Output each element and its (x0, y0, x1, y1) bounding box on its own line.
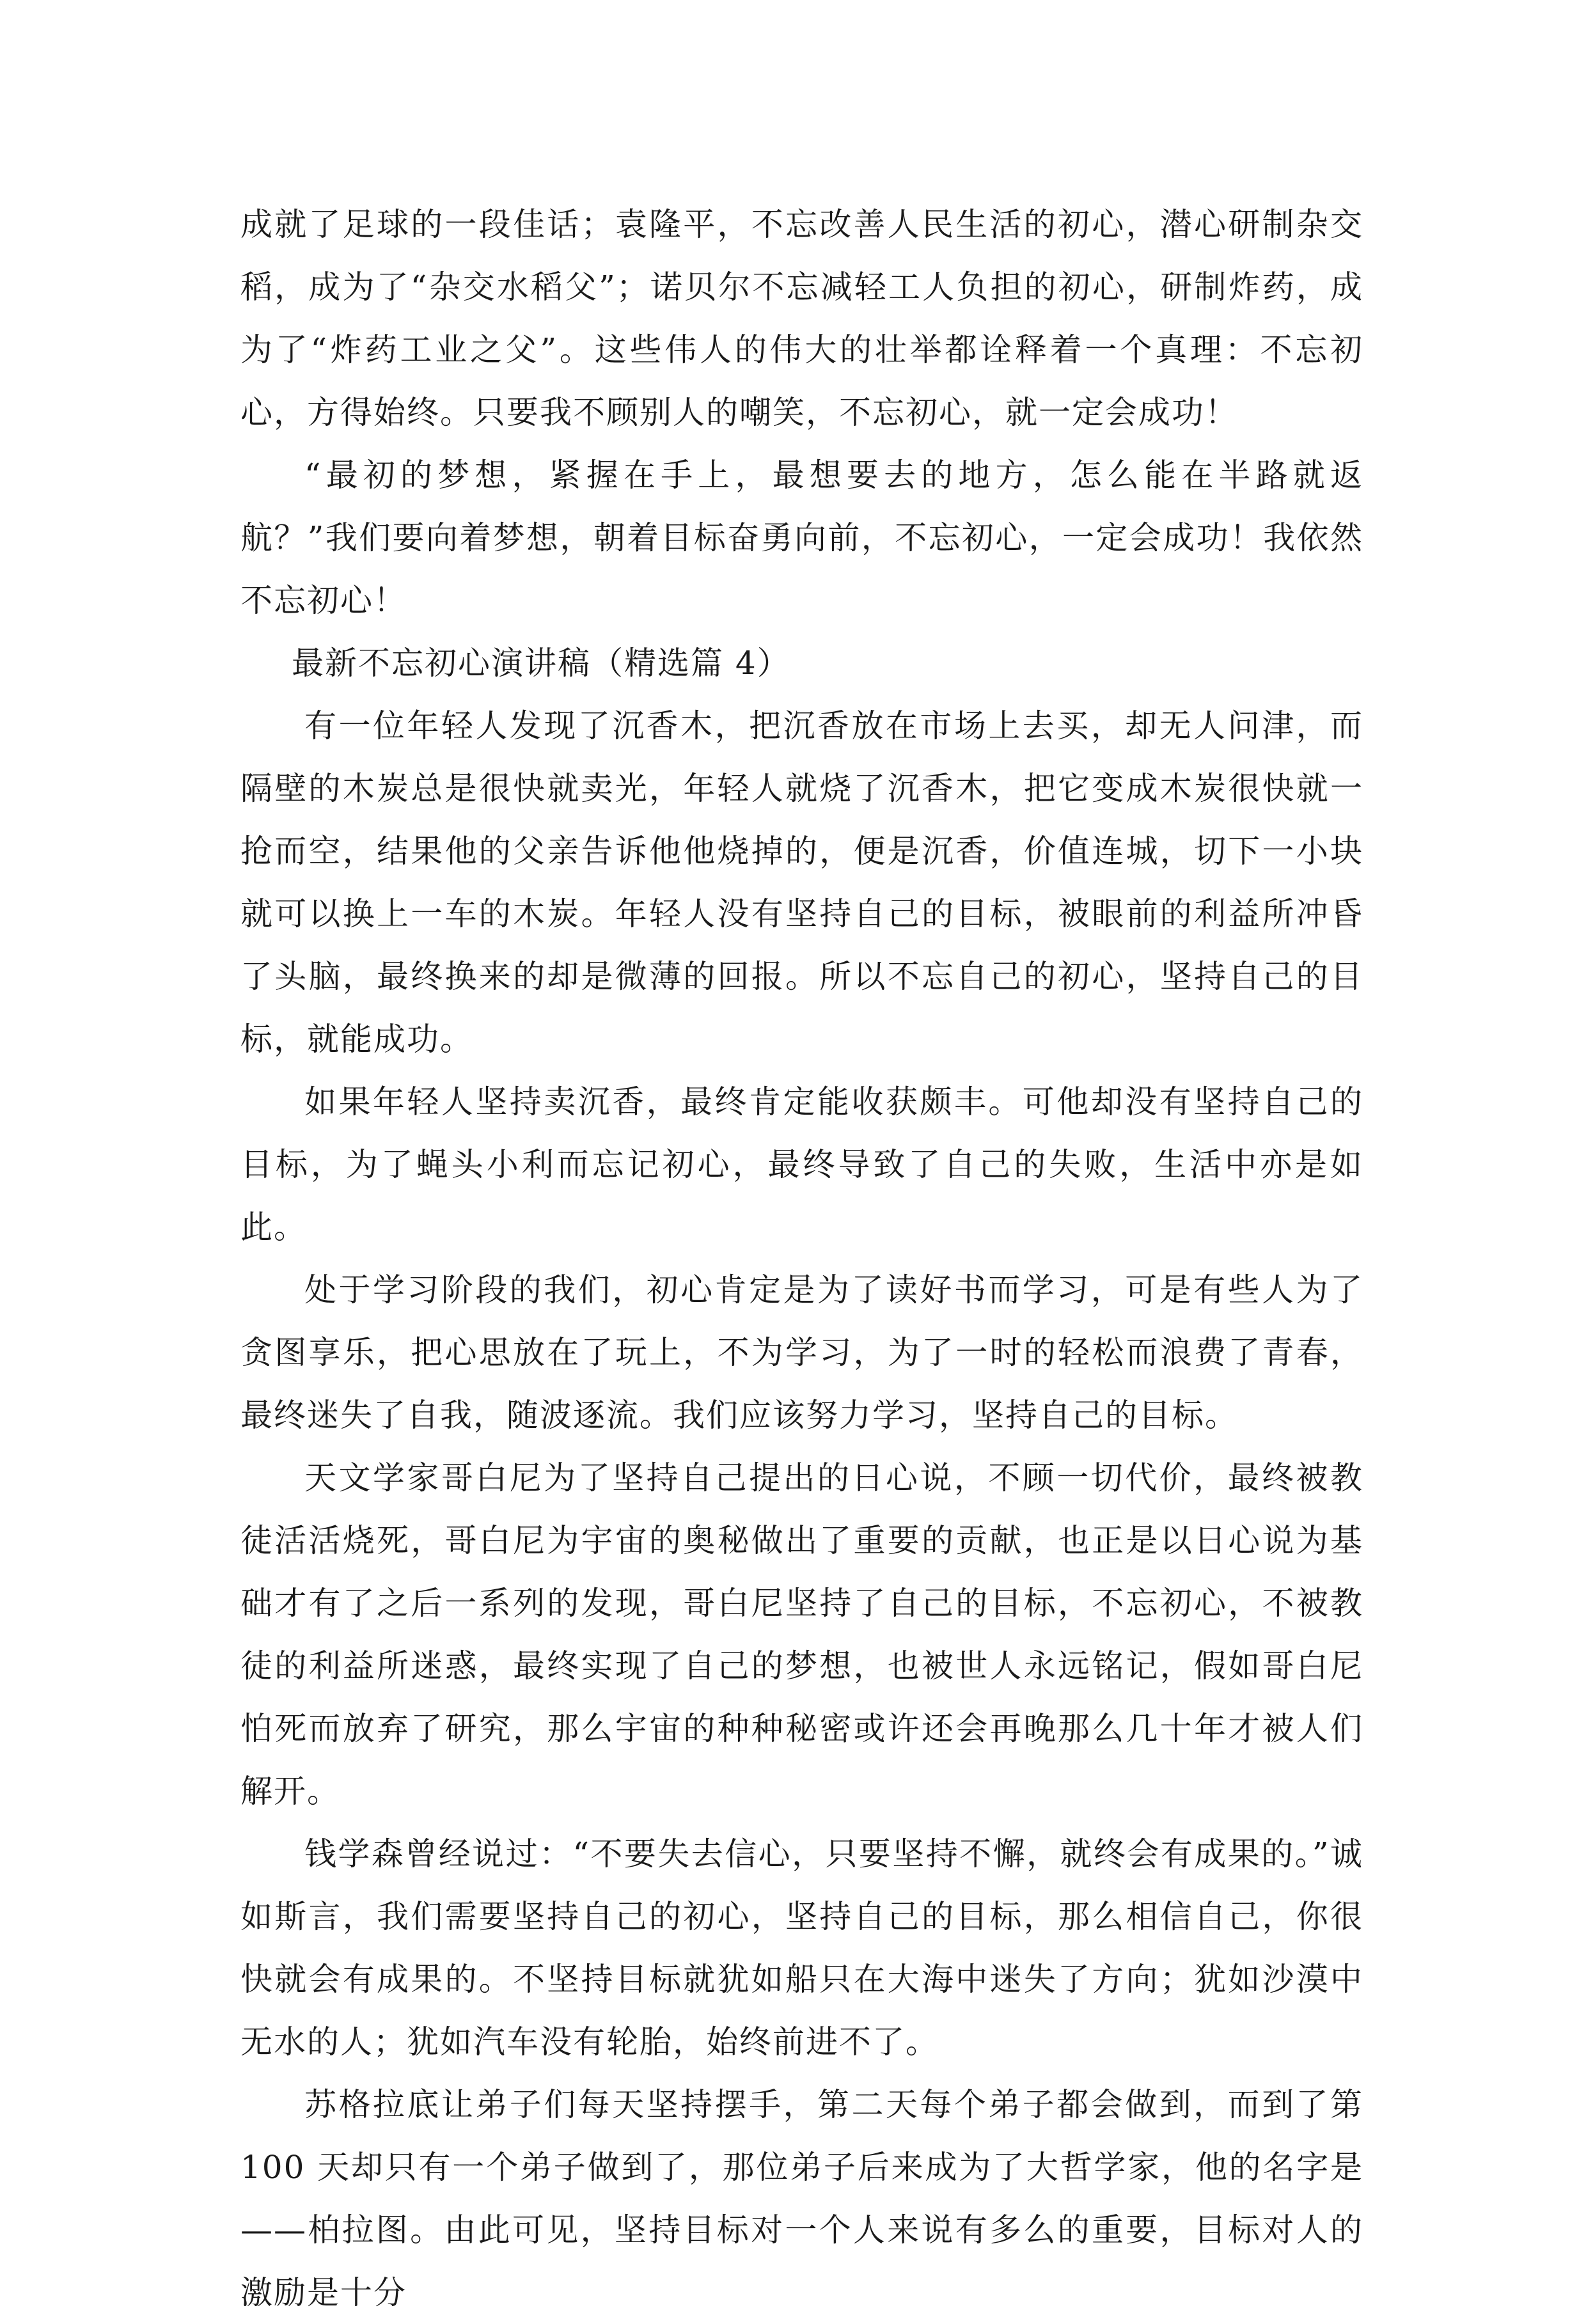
paragraph: 处于学习阶段的我们，初心肯定是为了读好书而学习，可是有些人为了贪图享乐，把心思放在了玩上，不为学习，为了一时的轻松而浪费了青春，最终迷失了自我，随波逐流。我们应该努力学习，坚持自己的目标。 (240, 1271, 1363, 1434)
paragraph: 钱学森曾经说过：“不要失去信心，只要坚持不懈，就终会有成果的。”诚如斯言，我们需要坚持自己的初心，坚持自己的目标，那么相信自己，你很快就会有成果的。不坚持目标就犹如船只在大海中迷失了方向；犹如沙漠中无水的人；犹如汽车没有轮胎，始终前进不了。 (240, 1835, 1363, 2061)
paragraph: 如果年轻人坚持卖沉香，最终肯定能收获颇丰。可他却没有坚持自己的目标，为了蝇头小利而忘记初心，最终导致了自己的失败，生活中亦是如此。 (240, 1083, 1363, 1246)
paragraph: 有一位年轻人发现了沉香木，把沉香放在市场上去买，却无人问津，而隔壁的木炭总是很快就卖光，年轻人就烧了沉香木，把它变成木炭很快就一抢而空，结果他的父亲告诉他他烧掉的，便是沉香，价值连城，切下一小块就可以换上一车的木炭。年轻人没有坚持自己的目标，被眼前的利益所冲昏了头脑，最终换来的却是微薄的回报。所以不忘自己的初心，坚持自己的目标，就能成功。 (240, 707, 1363, 1058)
paragraph: 天文学家哥白尼为了坚持自己提出的日心说，不顾一切代价，最终被教徒活活烧死，哥白尼为宇宙的奥秘做出了重要的贡献，也正是以日心说为基础才有了之后一系列的发现，哥白尼坚持了自己的目标，不忘初心，不被教徒的利益所迷惑，最终实现了自己的梦想，也被世人永远铭记，假如哥白尼怕死而放弃了研究，那么宇宙的种种秘密或许还会再晚那么几十年才被人们解开。 (240, 1459, 1363, 1810)
paragraph: 苏格拉底让弟子们每天坚持摆手，第二天每个弟子都会做到，而到了第 100 天却只有一个弟子做到了，那位弟子后来成为了大哲学家，他的名字是——柏拉图。由此可见，坚持目标对一个人来说有多么的重要，目标对人的激励是十分 (240, 2086, 1363, 2311)
paragraph: 成就了足球的一段佳话；袁隆平，不忘改善人民生活的初心，潜心研制杂交稻，成为了“杂交水稻父”；诺贝尔不忘减轻工人负担的初心，研制炸药，成为了“炸药工业之父”。这些伟人的伟大的壮举都诠释着一个真理：不忘初心，方得始终。只要我不顾别人的嘲笑，不忘初心，就一定会成功！ (240, 206, 1363, 431)
document-body (240, 193, 1363, 2324)
paragraph: “最初的梦想，紧握在手上，最想要去的地方，怎么能在半路就返航？”我们要向着梦想，朝着目标奋勇向前，不忘初心，一定会成功！我依然不忘初心！ (240, 457, 1363, 619)
section-heading: 最新不忘初心演讲稿（精选篇 4） (292, 645, 790, 682)
